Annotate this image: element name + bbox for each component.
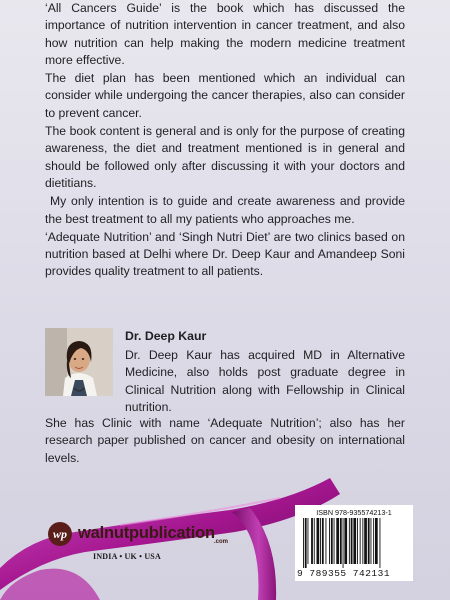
author-bio-second: She has Clinic with name ‘Adequate Nutrition’; also has her research paper published on cancer and obesity on international levels. xyxy=(45,416,405,465)
barcode-bar xyxy=(364,518,367,564)
author-bio-first: Dr. Deep Kaur has acquired MD in Alternative Medicine, also holds post graduate degree in Clinical Nutrition along with Fellowship in Clinical nutrition. xyxy=(125,348,405,414)
isbn-barcode xyxy=(295,505,413,581)
book-description xyxy=(45,0,405,282)
description-paragraph-5: ‘Adequate Nutrition’ and ‘Singh Nutri Diet’ are two clinics based on nutrition based at Delhi where Dr. Deep Kaur and Amandeep Soni provides quality treatment to all patients. xyxy=(45,229,405,279)
barcode-bar xyxy=(308,518,309,564)
barcode-bar xyxy=(357,518,358,564)
author-photo xyxy=(45,328,113,396)
barcode-digits: 9 789355 742131 xyxy=(297,568,391,579)
barcode-bar xyxy=(326,518,327,564)
barcode-bar xyxy=(380,518,381,568)
barcode-bar xyxy=(334,518,335,564)
publisher-emblem-icon: wp xyxy=(48,522,72,546)
barcode-bar xyxy=(320,518,321,564)
author-name: Dr. Deep Kaur xyxy=(125,329,207,343)
barcode-bar xyxy=(371,518,372,564)
barcode-bar xyxy=(329,518,330,564)
publisher-domain: .com xyxy=(214,539,229,545)
publisher-name: walnutpublication xyxy=(78,524,215,542)
barcode-bar xyxy=(305,518,307,568)
barcode-bar xyxy=(353,518,356,564)
barcode-bar xyxy=(314,518,315,564)
description-paragraph-4: My only intention is to guide and create awareness and provide the best treatment to all my patients who approaches me. xyxy=(45,194,405,226)
publisher-countries: INDIA • UK • USA xyxy=(93,552,161,561)
barcode-bar xyxy=(351,518,353,564)
isbn-number: ISBN 978-935574213-1 xyxy=(316,508,392,517)
barcode-bar xyxy=(322,518,324,564)
barcode-bar xyxy=(331,518,333,564)
barcode-bar xyxy=(343,518,344,568)
barcode-bar xyxy=(311,518,313,564)
barcode-bar xyxy=(303,518,304,568)
barcode-bar xyxy=(317,518,320,564)
barcode-bar xyxy=(360,518,361,564)
barcode-bar xyxy=(362,518,363,564)
barcode-bars xyxy=(302,518,406,568)
barcode-bar xyxy=(340,518,342,564)
publisher-logo xyxy=(48,522,248,582)
barcode-bar xyxy=(368,518,370,564)
author-portrait-image xyxy=(45,328,113,396)
barcode-bar xyxy=(375,518,378,564)
barcode-bar xyxy=(373,518,374,564)
description-paragraph-3: The book content is general and is only for the purpose of creating awareness, the diet and treatment mentioned is in general and should be followed only after discussing it with your doctors and dietitians. xyxy=(45,124,405,190)
description-paragraph-1: ‘All Cancers Guide’ is the book which has discussed the importance of nutrition intervention in cancer treatment, and also how nutrition can help making the modern medicine treatment more effective. xyxy=(45,1,405,67)
barcode-bar xyxy=(349,518,350,564)
description-paragraph-2: The diet plan has been mentioned which an individual can consider while undergoing the cancer therapies, also can consider to prevent cancer. xyxy=(45,71,405,120)
barcode-bar xyxy=(336,518,339,564)
barcode-bar xyxy=(344,518,347,564)
